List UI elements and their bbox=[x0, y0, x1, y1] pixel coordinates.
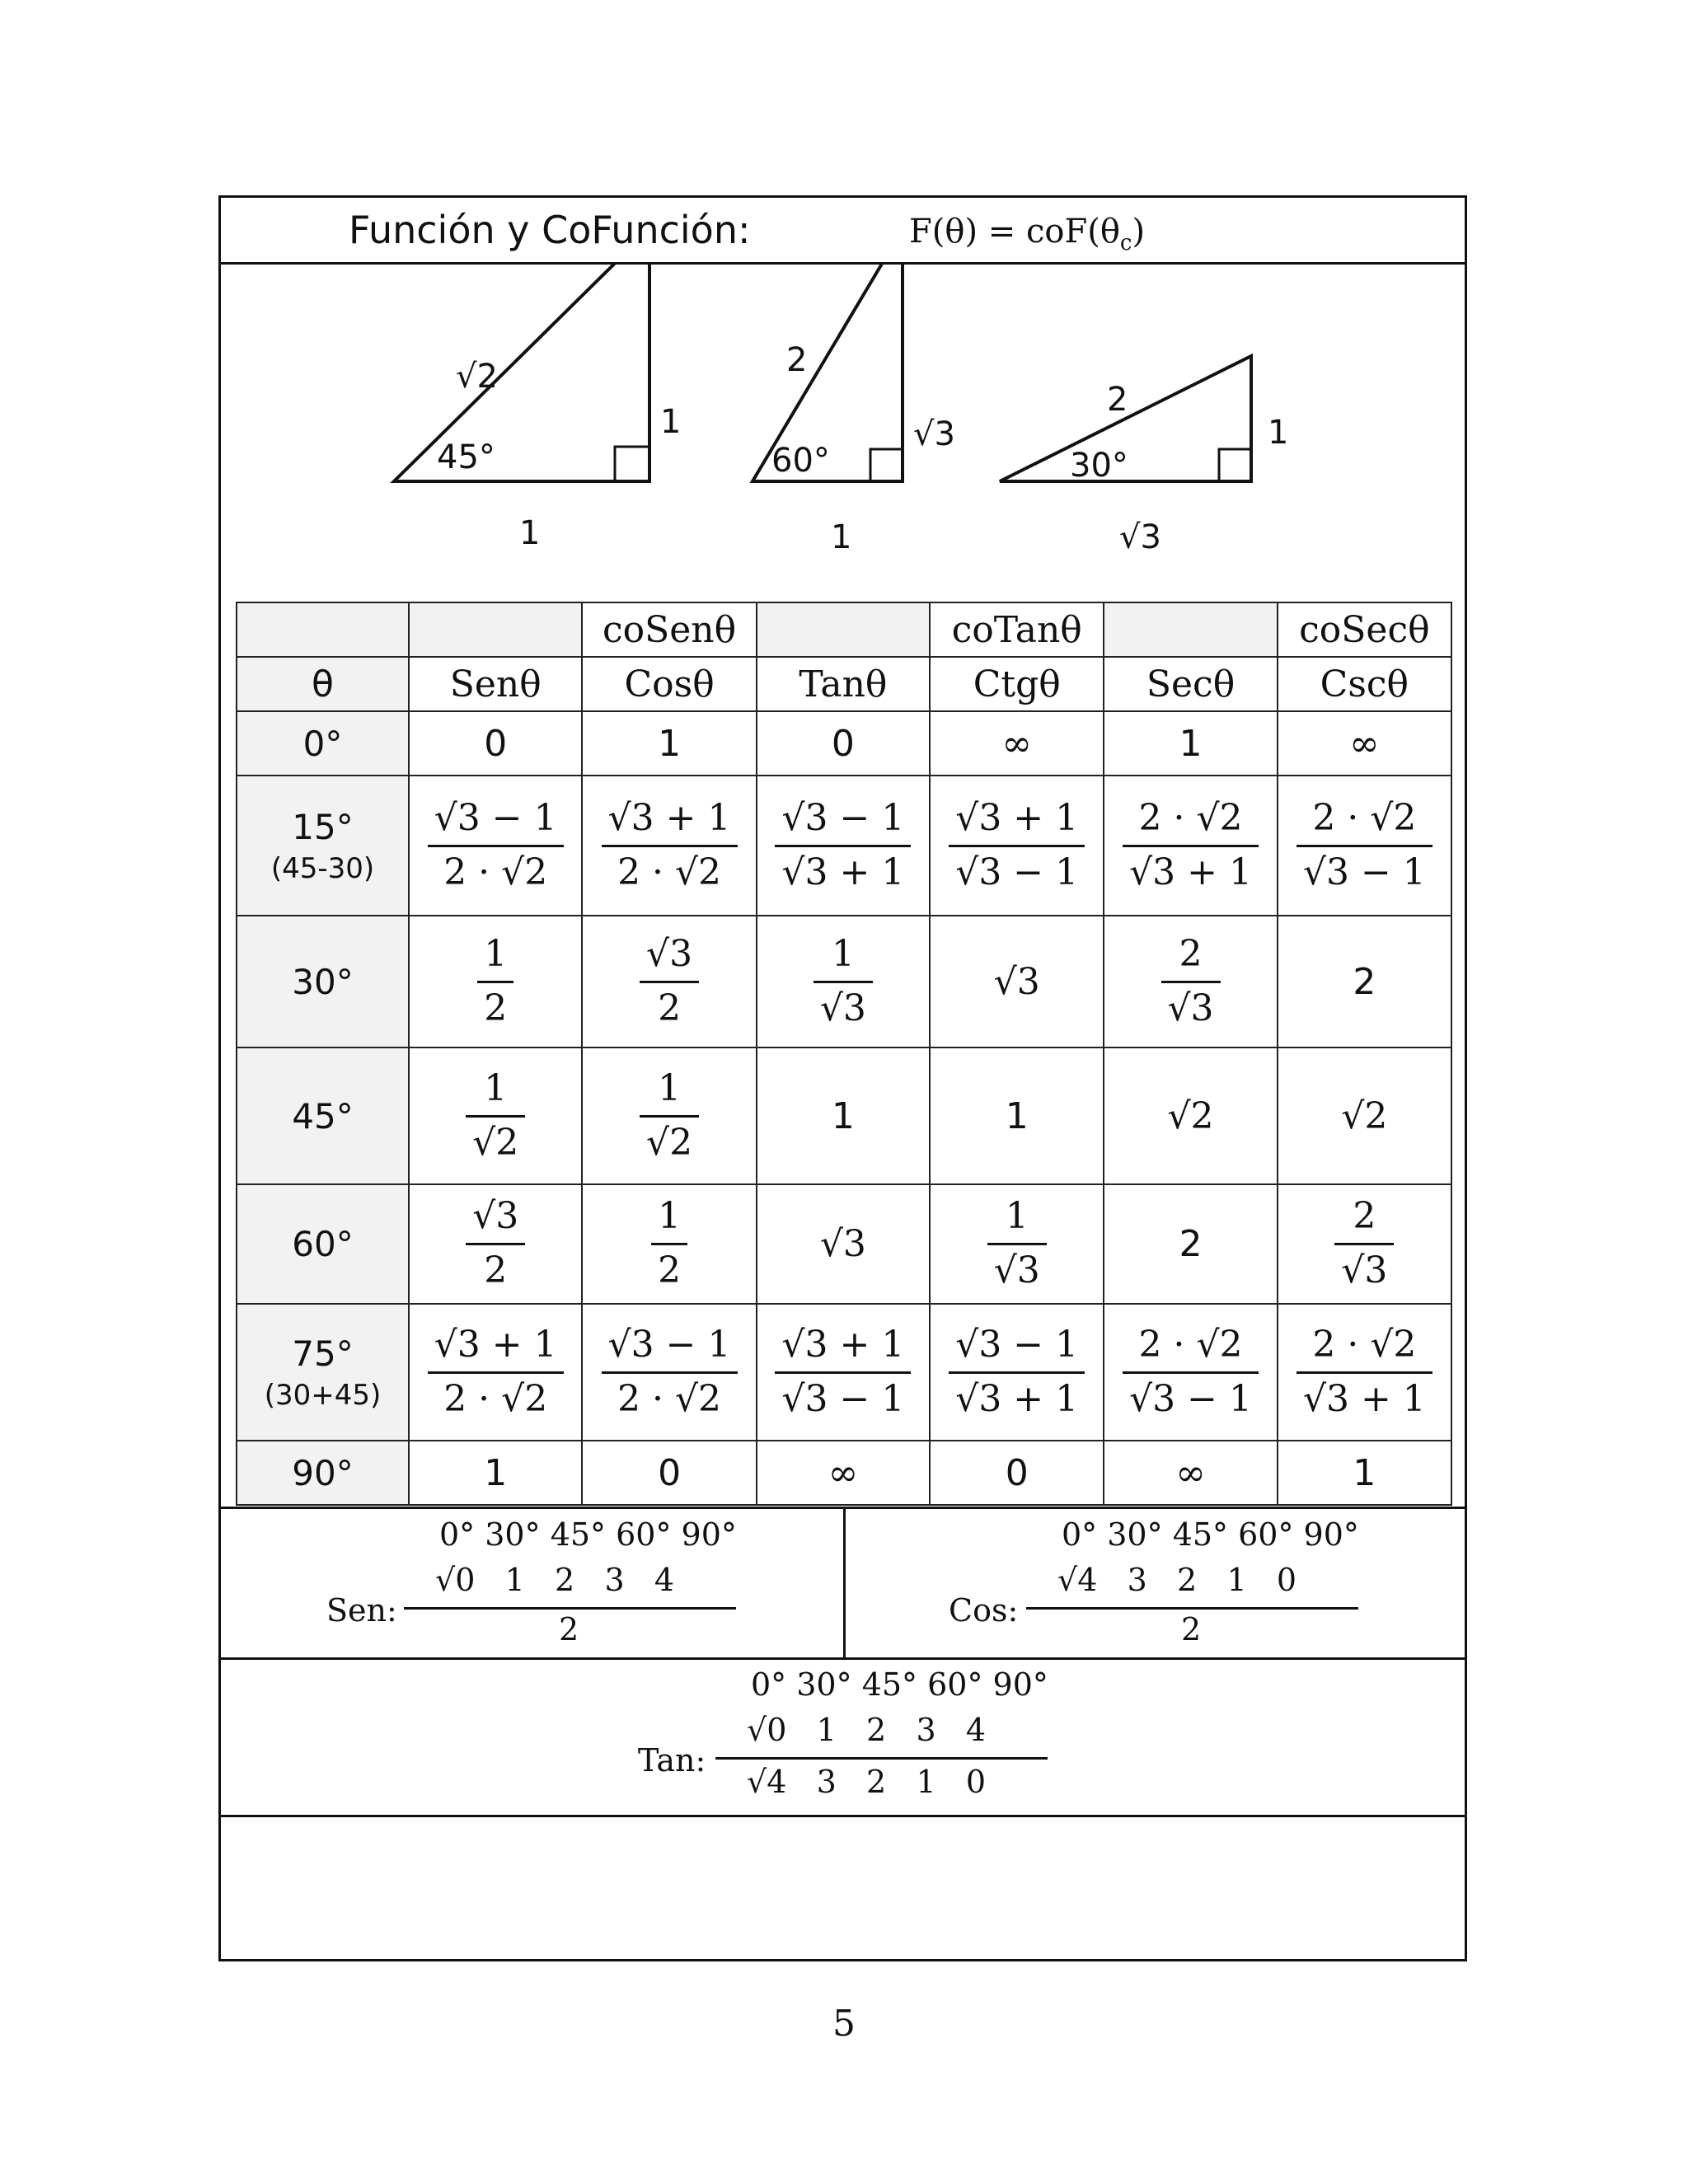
fraction bbox=[949, 1324, 1085, 1420]
fraction-bar bbox=[640, 981, 699, 983]
fraction bbox=[775, 1324, 911, 1420]
fraction-numerator: √3 + 1 bbox=[434, 1323, 557, 1366]
fraction-bar bbox=[814, 981, 873, 983]
fraction-denominator: 2 · √2 bbox=[443, 1377, 548, 1420]
fraction-numerator: 1 bbox=[484, 1066, 508, 1109]
fraction-denominator: √3 + 1 bbox=[955, 1377, 1079, 1420]
value-cell bbox=[582, 1184, 756, 1304]
t3-hyp: 2 bbox=[1107, 381, 1128, 419]
fraction-numerator: 1 bbox=[658, 1066, 682, 1109]
fraction-denominator: √3 bbox=[993, 1249, 1040, 1291]
fraction bbox=[1123, 798, 1259, 893]
fraction-bar bbox=[775, 1371, 911, 1374]
value-cell bbox=[757, 711, 930, 776]
angle-cell bbox=[237, 711, 409, 776]
fraction-denominator: 2 · √2 bbox=[617, 851, 722, 893]
fraction-bar bbox=[949, 845, 1085, 847]
triangle-60 bbox=[753, 264, 955, 556]
cofunction-formula bbox=[909, 213, 1145, 255]
value-cell bbox=[1104, 916, 1277, 1047]
fraction-denominator: √3 bbox=[819, 987, 866, 1029]
fraction-bar bbox=[1123, 845, 1259, 847]
fraction-denominator: √3 − 1 bbox=[955, 851, 1079, 893]
angle-cell bbox=[237, 916, 409, 1047]
fraction-numerator: √3 − 1 bbox=[607, 1323, 731, 1366]
value-cell bbox=[930, 1304, 1104, 1441]
sen-numerator: √0 1 2 3 4 bbox=[435, 1562, 675, 1598]
value-cell bbox=[757, 776, 930, 916]
table-row bbox=[237, 916, 1451, 1047]
sen-denominator: 2 bbox=[559, 1611, 579, 1647]
fraction-numerator: √3 + 1 bbox=[955, 796, 1079, 839]
cos-mnemonic bbox=[843, 1516, 1465, 1657]
table-row bbox=[237, 1184, 1451, 1304]
fraction-numerator: √3 bbox=[646, 932, 693, 975]
value-text: √2 bbox=[1341, 1094, 1388, 1137]
tan-label: Tan: bbox=[638, 1742, 706, 1779]
fraction-denominator: √2 bbox=[472, 1121, 519, 1164]
value-cell bbox=[409, 1184, 582, 1304]
fraction-denominator: 2 bbox=[484, 1249, 508, 1291]
fraction-numerator: 1 bbox=[1005, 1195, 1029, 1238]
value-text: 2 bbox=[1179, 1223, 1203, 1265]
value-cell bbox=[582, 1047, 756, 1184]
fraction-bar bbox=[602, 1371, 738, 1374]
headers-cell: θ bbox=[237, 657, 409, 711]
table-row bbox=[237, 1441, 1451, 1505]
cos-label: Cos: bbox=[949, 1592, 1019, 1629]
value-cell bbox=[1104, 1304, 1277, 1441]
fraction-numerator: √3 + 1 bbox=[607, 796, 731, 839]
fraction bbox=[602, 798, 738, 893]
value-text: 0 bbox=[484, 722, 508, 765]
angle-label: 45° bbox=[292, 1095, 354, 1137]
value-text: 0 bbox=[1005, 1451, 1029, 1494]
value-cell bbox=[582, 1304, 756, 1441]
fraction-bar bbox=[651, 1243, 687, 1245]
value-text: √3 bbox=[819, 1223, 866, 1265]
t1-hyp: √2 bbox=[456, 358, 498, 396]
value-cell bbox=[757, 1441, 930, 1505]
tan-denominator: √4 3 2 1 0 bbox=[747, 1764, 987, 1800]
value-cell bbox=[409, 916, 582, 1047]
t1-leg-h: 1 bbox=[519, 514, 541, 552]
fraction bbox=[466, 1068, 525, 1164]
value-cell bbox=[1278, 776, 1451, 916]
angle-cell bbox=[237, 1047, 409, 1184]
fraction-bar bbox=[466, 1115, 525, 1118]
fraction bbox=[949, 798, 1085, 893]
fraction-denominator: √3 − 1 bbox=[781, 1377, 905, 1420]
angle-label: 75° bbox=[292, 1333, 354, 1374]
fraction-bar bbox=[466, 1243, 525, 1245]
value-cell bbox=[409, 1441, 582, 1505]
value-cell bbox=[582, 1441, 756, 1505]
value-text: ∞ bbox=[1175, 1451, 1206, 1494]
headers-cell: Senθ bbox=[409, 657, 582, 711]
cofunctions-cell: coTanθ bbox=[930, 602, 1104, 657]
value-cell bbox=[409, 711, 582, 776]
fraction-numerator: √3 + 1 bbox=[781, 1323, 905, 1366]
fraction-numerator: 1 bbox=[658, 1195, 682, 1238]
fraction-bar bbox=[602, 845, 738, 847]
t2-leg-v: √3 bbox=[913, 415, 955, 453]
triangle-30 bbox=[1000, 356, 1288, 556]
tan-mnemonic bbox=[221, 1666, 1465, 1815]
sen-mnemonic bbox=[221, 1516, 843, 1657]
fraction-denominator: √3 − 1 bbox=[1302, 851, 1426, 893]
value-text: ∞ bbox=[1349, 722, 1380, 765]
value-cell bbox=[582, 776, 756, 916]
fraction-bar bbox=[428, 845, 564, 847]
headers-cell: Cscθ bbox=[1278, 657, 1451, 711]
table-row bbox=[237, 1304, 1451, 1441]
page-number: 5 bbox=[832, 2003, 856, 2045]
fraction bbox=[775, 798, 911, 893]
fraction-denominator: √2 bbox=[646, 1121, 693, 1164]
angle-label: 30° bbox=[292, 961, 354, 1002]
angle-cell bbox=[237, 1184, 409, 1304]
fraction-denominator: 2 · √2 bbox=[617, 1377, 722, 1420]
t3-leg-v: 1 bbox=[1268, 414, 1289, 452]
fraction-numerator: 2 · √2 bbox=[1138, 796, 1243, 839]
value-cell bbox=[1278, 1304, 1451, 1441]
angle-sublabel: (45-30) bbox=[270, 851, 375, 885]
fraction-numerator: √3 − 1 bbox=[955, 1323, 1079, 1366]
fraction bbox=[466, 1196, 525, 1291]
fraction bbox=[1296, 798, 1432, 893]
t2-hyp: 2 bbox=[786, 341, 808, 379]
cofunctions-cell bbox=[1104, 602, 1277, 657]
fraction-numerator: √3 − 1 bbox=[434, 796, 557, 839]
value-cell bbox=[582, 916, 756, 1047]
headers-row bbox=[237, 657, 1451, 711]
cos-numerator: √4 3 2 1 0 bbox=[1057, 1562, 1297, 1598]
angle-cell bbox=[237, 1304, 409, 1441]
headers-cell: Ctgθ bbox=[930, 657, 1104, 711]
value-text: 1 bbox=[658, 722, 682, 765]
t2-leg-h: 1 bbox=[831, 518, 852, 556]
tan-divider-bottom bbox=[221, 1815, 1465, 1817]
fraction-bar bbox=[640, 1115, 699, 1118]
cos-angles: 0° 30° 45° 60° 90° bbox=[1062, 1516, 1359, 1553]
fraction-bar bbox=[1296, 845, 1432, 847]
tan-angles: 0° 30° 45° 60° 90° bbox=[751, 1666, 1048, 1703]
fraction-numerator: 2 · √2 bbox=[1138, 1323, 1243, 1366]
cofunctions-cell bbox=[237, 602, 409, 657]
fraction-numerator: 1 bbox=[831, 932, 855, 975]
value-text: 0 bbox=[831, 722, 855, 765]
angle-sublabel: (30+45) bbox=[264, 1378, 382, 1412]
fraction-bar bbox=[1161, 981, 1221, 983]
cofunctions-cell bbox=[757, 602, 930, 657]
fraction-denominator: √3 + 1 bbox=[1129, 851, 1252, 893]
fraction bbox=[1296, 1324, 1432, 1420]
cofunctions-row bbox=[237, 602, 1451, 657]
value-text: 2 bbox=[1353, 960, 1376, 1003]
value-cell bbox=[757, 1304, 930, 1441]
fraction-numerator: √3 bbox=[472, 1195, 519, 1238]
value-cell bbox=[930, 1441, 1104, 1505]
cofunctions-cell bbox=[409, 602, 582, 657]
tan-divider-top bbox=[221, 1657, 1465, 1660]
fraction bbox=[602, 1324, 738, 1420]
fraction-denominator: √3 + 1 bbox=[1302, 1377, 1426, 1420]
fraction-denominator: √3 bbox=[1341, 1249, 1388, 1291]
value-cell bbox=[930, 776, 1104, 916]
t1-leg-v: 1 bbox=[660, 403, 682, 441]
fraction-denominator: 2 bbox=[658, 987, 682, 1029]
t2-angle: 60° bbox=[771, 442, 830, 480]
value-text: 1 bbox=[1179, 722, 1203, 765]
value-cell bbox=[409, 1304, 582, 1441]
fraction-denominator: 2 bbox=[484, 987, 508, 1029]
fraction-bar bbox=[428, 1371, 564, 1374]
value-cell bbox=[930, 916, 1104, 1047]
value-cell bbox=[1104, 1441, 1277, 1505]
t3-angle: 30° bbox=[1070, 447, 1128, 485]
value-cell bbox=[930, 1047, 1104, 1184]
fraction-denominator: √3 bbox=[1167, 987, 1214, 1029]
fraction-numerator: 2 · √2 bbox=[1312, 1323, 1417, 1366]
cofunctions-cell: coSecθ bbox=[1278, 602, 1451, 657]
value-cell bbox=[757, 1184, 930, 1304]
value-cell bbox=[1104, 1047, 1277, 1184]
value-cell bbox=[1278, 711, 1451, 776]
angle-label: 60° bbox=[292, 1224, 354, 1264]
value-text: √2 bbox=[1167, 1094, 1214, 1137]
formula-main: F(θ) = coF(θ bbox=[909, 213, 1120, 251]
formula-sheet-frame bbox=[218, 195, 1467, 1961]
value-cell bbox=[1104, 1184, 1277, 1304]
fraction bbox=[1161, 934, 1221, 1029]
fraction-bar bbox=[949, 1371, 1085, 1374]
value-cell bbox=[1278, 1184, 1451, 1304]
reference-triangles bbox=[221, 264, 1465, 602]
value-cell bbox=[409, 776, 582, 916]
value-cell bbox=[1104, 711, 1277, 776]
fraction-numerator: 2 · √2 bbox=[1312, 796, 1417, 839]
value-cell bbox=[1278, 1047, 1451, 1184]
value-text: 1 bbox=[1005, 1094, 1029, 1137]
tan-bar bbox=[715, 1757, 1048, 1760]
headers-cell: Secθ bbox=[1104, 657, 1277, 711]
value-cell bbox=[930, 1184, 1104, 1304]
table-row bbox=[237, 776, 1451, 916]
cos-bar bbox=[1026, 1607, 1358, 1610]
t3-leg-h: √3 bbox=[1119, 518, 1161, 556]
fraction-bar bbox=[1296, 1371, 1432, 1374]
fraction-bar bbox=[987, 1243, 1047, 1245]
triangle-45 bbox=[394, 264, 681, 552]
angle-cell bbox=[237, 1441, 409, 1505]
angle-label: 0° bbox=[302, 723, 343, 764]
fraction-numerator: 2 bbox=[1179, 932, 1203, 975]
value-cell bbox=[1278, 1441, 1451, 1505]
table-row bbox=[237, 711, 1451, 776]
fraction-denominator: 2 · √2 bbox=[443, 851, 548, 893]
fraction-denominator: 2 bbox=[658, 1249, 682, 1291]
fraction bbox=[651, 1196, 687, 1291]
value-cell bbox=[409, 1047, 582, 1184]
sen-label: Sen: bbox=[326, 1592, 397, 1629]
fraction bbox=[428, 798, 564, 893]
fraction bbox=[428, 1324, 564, 1420]
fraction-bar bbox=[1123, 1371, 1259, 1374]
fraction bbox=[987, 1196, 1047, 1291]
trig-values-table bbox=[236, 602, 1452, 1506]
fraction bbox=[640, 934, 699, 1029]
fraction-numerator: 1 bbox=[484, 932, 508, 975]
headers-cell: Tanθ bbox=[757, 657, 930, 711]
fraction-bar bbox=[1334, 1243, 1394, 1245]
angle-cell bbox=[237, 776, 409, 916]
fraction bbox=[814, 934, 873, 1029]
fraction-denominator: √3 − 1 bbox=[1129, 1377, 1252, 1420]
value-text: 1 bbox=[831, 1094, 855, 1137]
value-cell bbox=[757, 916, 930, 1047]
angle-label: 15° bbox=[292, 806, 354, 847]
value-cell bbox=[582, 711, 756, 776]
table-row bbox=[237, 1047, 1451, 1184]
headers-cell: Cosθ bbox=[582, 657, 756, 711]
fraction-numerator: 2 bbox=[1353, 1195, 1376, 1238]
sheet-title: Función y CoFunción: bbox=[349, 208, 751, 252]
tan-numerator: √0 1 2 3 4 bbox=[747, 1712, 987, 1748]
value-cell bbox=[1278, 916, 1451, 1047]
value-cell bbox=[930, 711, 1104, 776]
formula-end: ) bbox=[1132, 213, 1146, 251]
sen-bar bbox=[404, 1607, 736, 1610]
formula-subscript: c bbox=[1119, 231, 1132, 255]
value-text: ∞ bbox=[828, 1451, 859, 1494]
value-text: √3 bbox=[993, 960, 1040, 1003]
value-text: ∞ bbox=[1001, 722, 1033, 765]
fraction-bar bbox=[477, 981, 513, 983]
value-text: 1 bbox=[1353, 1451, 1376, 1494]
cos-denominator: 2 bbox=[1181, 1611, 1202, 1647]
fraction bbox=[640, 1068, 699, 1164]
fraction-denominator: √3 + 1 bbox=[781, 851, 905, 893]
value-text: 1 bbox=[484, 1451, 508, 1494]
fraction bbox=[1123, 1324, 1259, 1420]
fraction-bar bbox=[775, 845, 911, 847]
sen-angles: 0° 30° 45° 60° 90° bbox=[439, 1516, 737, 1553]
value-cell bbox=[757, 1047, 930, 1184]
fraction bbox=[1334, 1196, 1394, 1291]
fraction-numerator: √3 − 1 bbox=[781, 796, 905, 839]
value-cell bbox=[1104, 776, 1277, 916]
t1-angle: 45° bbox=[437, 438, 495, 476]
fraction bbox=[477, 934, 513, 1029]
cofunctions-cell: coSenθ bbox=[582, 602, 756, 657]
angle-label: 90° bbox=[292, 1452, 354, 1493]
value-text: 0 bbox=[658, 1451, 682, 1494]
